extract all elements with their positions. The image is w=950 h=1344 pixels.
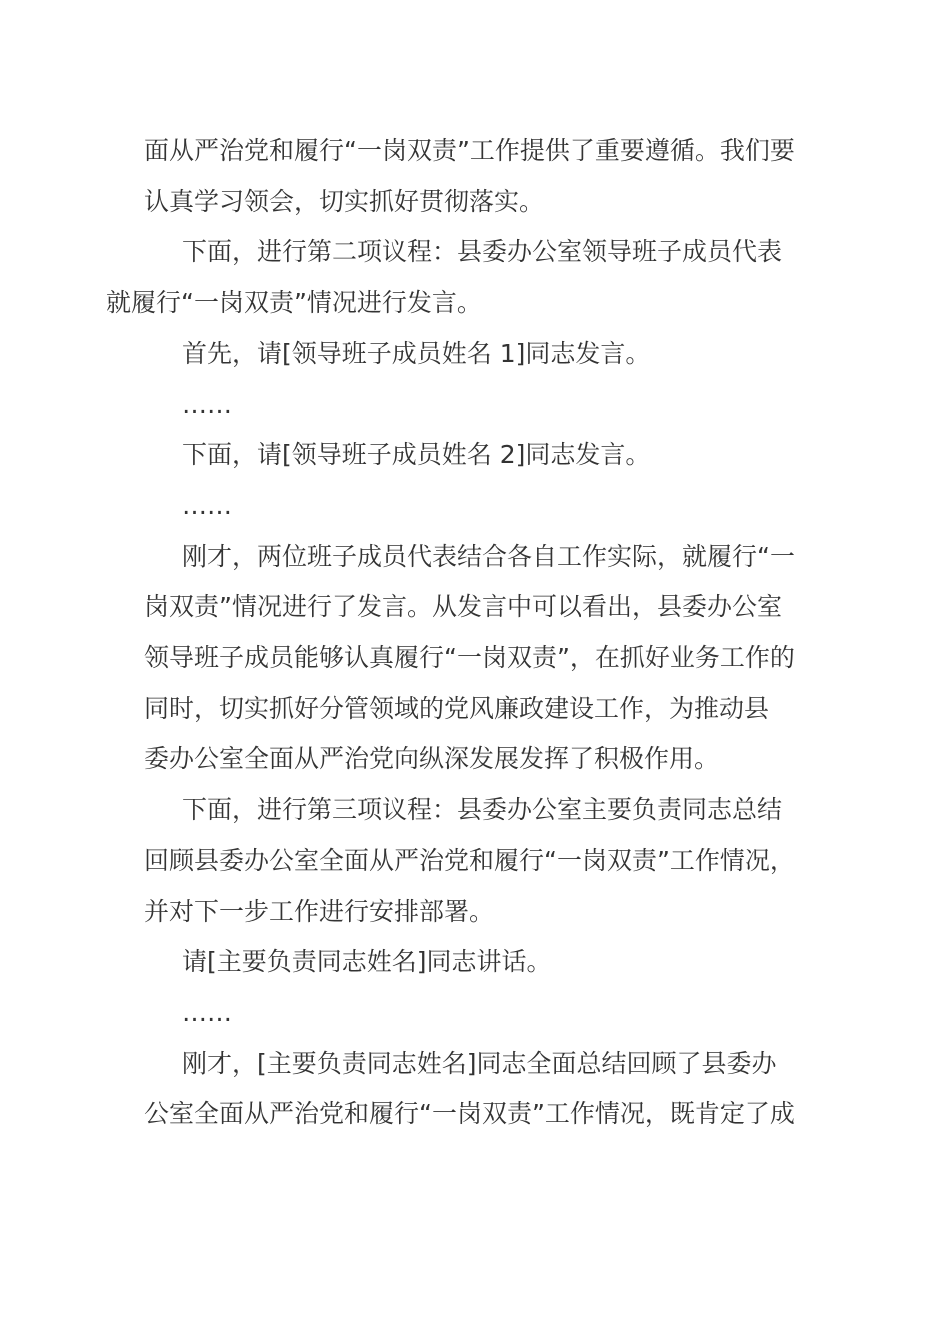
paragraph-line: 并对下一步工作进行安排部署。	[144, 896, 495, 926]
paragraph-line: 回顾县委办公室全面从严治党和履行“一岗双责”工作情况，	[144, 845, 795, 875]
paragraph-line: 公室全面从严治党和履行“一岗双责”工作情况，既肯定了成	[144, 1099, 795, 1129]
paragraph-line: 同时，切实抓好分管领域的党风廉政建设工作，为推动县	[144, 693, 770, 723]
paragraph-line: 下面，进行第二项议程：县委办公室领导班子成员代表	[182, 237, 783, 267]
document-body	[106, 126, 806, 1140]
paragraph-9	[144, 937, 806, 988]
paragraph-line: 下面，进行第三项议程：县委办公室主要负责同志总结	[182, 795, 783, 825]
paragraph-6-ellipsis	[144, 481, 806, 532]
paragraph-line: ……	[182, 490, 232, 520]
paragraph-1	[144, 126, 806, 227]
paragraph-line: ……	[182, 389, 232, 419]
paragraph-line: 首先，请[领导班子成员姓名 1]同志发言。	[182, 338, 651, 368]
paragraph-line: 委办公室全面从严治党向纵深发展发挥了积极作用。	[144, 744, 720, 774]
paragraph-line: 下面，请[领导班子成员姓名 2]同志发言。	[182, 440, 651, 470]
paragraph-line: 领导班子成员能够认真履行“一岗双责”，在抓好业务工作的	[144, 643, 795, 673]
paragraph-line: 面从严治党和履行“一岗双责”工作提供了重要遵循。我们要	[144, 136, 795, 165]
paragraph-11	[144, 1039, 806, 1140]
paragraph-8	[144, 785, 806, 937]
paragraph-2	[106, 227, 806, 328]
paragraph-line: 刚才，两位班子成员代表结合各自工作实际，就履行“一	[182, 541, 795, 571]
paragraph-7	[144, 532, 806, 786]
paragraph-line: 就履行“一岗双责”情况进行发言。	[106, 288, 482, 318]
paragraph-4-ellipsis	[144, 380, 806, 431]
paragraph-5	[144, 430, 806, 481]
paragraph-3	[144, 329, 806, 380]
paragraph-line: 岗双责”情况进行了发言。从发言中可以看出，县委办公室	[144, 592, 782, 622]
paragraph-line: 请[主要负责同志姓名]同志讲话。	[182, 947, 552, 977]
paragraph-10-ellipsis	[144, 988, 806, 1039]
paragraph-line: ……	[182, 997, 232, 1027]
paragraph-line: 认真学习领会，切实抓好贯彻落实。	[144, 186, 545, 216]
paragraph-line: 刚才，[主要负责同志姓名]同志全面总结回顾了县委办	[182, 1048, 777, 1078]
